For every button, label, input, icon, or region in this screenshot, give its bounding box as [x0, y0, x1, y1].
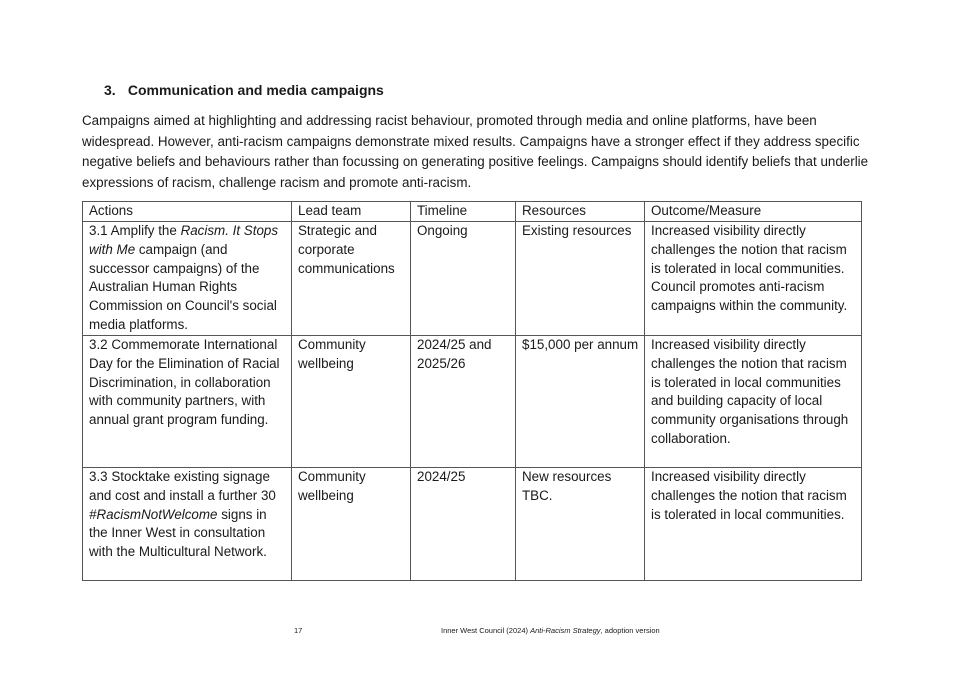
- citation-title: Anti-Racism Strategy: [530, 626, 601, 635]
- resources-cell: Existing resources: [516, 222, 645, 336]
- timeline-cell: 2024/25 and 2025/26: [411, 336, 516, 468]
- header-outcome: Outcome/Measure: [645, 202, 862, 222]
- campaign-name: Racism. It Stops with Me: [89, 223, 279, 257]
- header-lead-team: Lead team: [292, 202, 411, 222]
- footer-citation: [441, 626, 660, 635]
- hashtag: #RacismNotWelcome: [89, 506, 218, 522]
- section-title: Communication and media campaigns: [127, 82, 384, 98]
- citation-suffix: , adoption version: [600, 626, 660, 635]
- header-actions: Actions: [83, 202, 292, 222]
- header-resources: Resources: [516, 202, 645, 222]
- action-text: 3.3 Stocktake existing signage and cost and install a further 30: [89, 469, 276, 503]
- citation-prefix: Inner West Council (2024): [441, 626, 531, 635]
- table-row: [83, 222, 862, 336]
- lead-team-cell: Strategic and corporate communications: [292, 222, 411, 336]
- lead-team-cell: Community wellbeing: [292, 336, 411, 468]
- action-cell: [83, 222, 292, 336]
- actions-table: [82, 201, 862, 581]
- header-timeline: Timeline: [411, 202, 516, 222]
- resources-cell: $15,000 per annum: [516, 336, 645, 468]
- section-number: 3.: [104, 82, 116, 98]
- outcome-cell: Increased visibility directly challenges the notion that racism is tolerated in local communities. Council promotes anti-racism campaigns within the community.: [645, 222, 862, 336]
- table-row: [83, 336, 862, 468]
- timeline-cell: Ongoing: [411, 222, 516, 336]
- lead-team-cell: Community wellbeing: [292, 468, 411, 581]
- action-text: signs in the Inner West in consultation with the Multicultural Network.: [89, 506, 267, 560]
- section-intro: Campaigns aimed at highlighting and addressing racist behaviour, promoted through media and online platforms, have been widespread. However, anti-racism campaigns demonstrate mixed results. Campaigns have a stronger effect if they address specific negative beliefs and behaviours rather than focussing on generating positive feelings. Campaigns should identify beliefs that underlie expressions of racism, challenge racism and promote anti-racism.: [82, 113, 869, 190]
- timeline-cell: 2024/25: [411, 468, 516, 581]
- section-heading: [104, 82, 384, 98]
- action-cell: [83, 468, 292, 581]
- resources-cell: New resources TBC.: [516, 468, 645, 581]
- table-row: [83, 468, 862, 581]
- table-header-row: [83, 202, 862, 222]
- action-text: campaign (and successor campaigns) of the Australian Human Rights Commission on Council's social media platforms.: [89, 241, 277, 332]
- action-text: 3.1 Amplify the: [89, 223, 181, 238]
- page-number: 17: [294, 626, 303, 635]
- outcome-cell: Increased visibility directly challenges the notion that racism is tolerated in local communities.: [645, 468, 862, 581]
- outcome-cell: Increased visibility directly challenges the notion that racism is tolerated in local communities and building capacity of local community organisations through collaboration.: [645, 336, 862, 468]
- action-cell: 3.2 Commemorate International Day for the Elimination of Racial Discrimination, in collaboration with community partners, with annual grant program funding.: [83, 336, 292, 468]
